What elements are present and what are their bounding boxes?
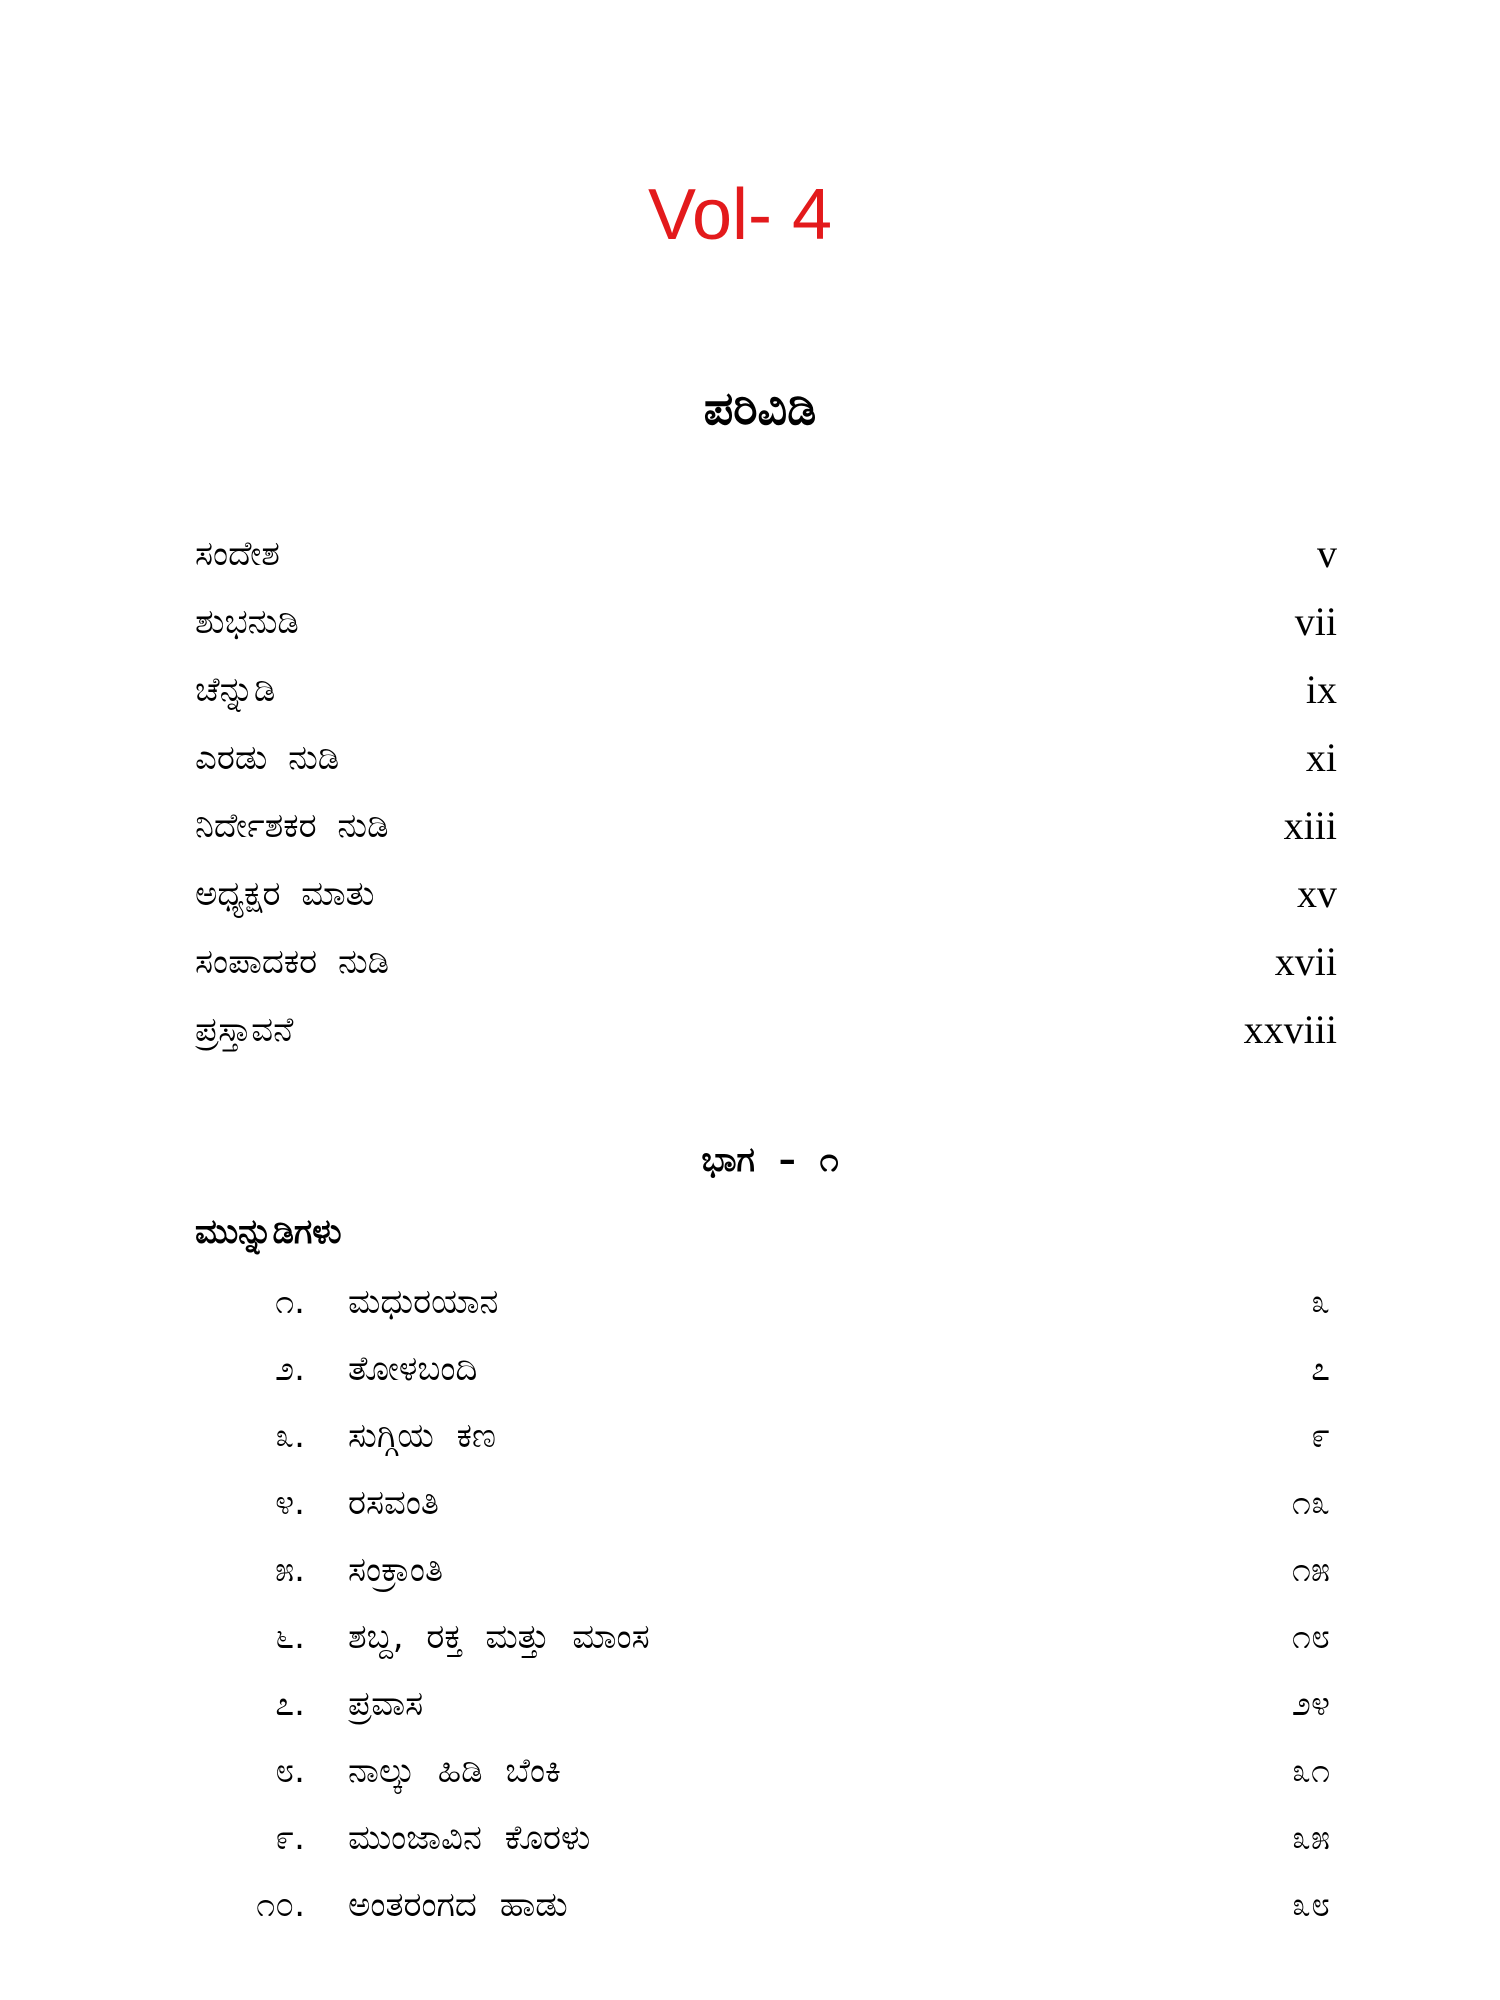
toc-entry[interactable] <box>195 928 1337 996</box>
chapter-page: ೭ <box>1310 1348 1330 1389</box>
chapter-entry[interactable] <box>195 1871 1330 1938</box>
chapter-page: ೯ <box>1310 1415 1330 1456</box>
toc-entry-page: xiii <box>1283 803 1337 848</box>
chapter-number: ೨. <box>275 1348 305 1389</box>
toc-entry[interactable] <box>195 588 1337 656</box>
toc-entry-title: ಸಂಪಾದಕರ ನುಡಿ <box>195 942 390 982</box>
chapter-title: ಅಂತರಂಗದ ಹಾಡು <box>348 1884 568 1925</box>
volume-label: Vol- 4 <box>647 175 833 255</box>
toc-entry[interactable] <box>195 656 1337 724</box>
chapter-page: ೩೫ <box>1291 1817 1330 1858</box>
toc-entry-page: xxviii <box>1243 1007 1337 1052</box>
toc-entry[interactable] <box>195 724 1337 792</box>
chapter-page: ೩ <box>1310 1281 1330 1322</box>
chapter-list <box>195 1268 1330 1938</box>
chapter-page: ೧೮ <box>1291 1616 1330 1657</box>
toc-entry-page: ix <box>1305 667 1337 712</box>
toc-entry-page: vii <box>1294 599 1337 644</box>
chapter-page: ೧೩ <box>1291 1482 1330 1523</box>
chapter-entry[interactable] <box>195 1737 1330 1804</box>
chapter-entry[interactable] <box>195 1402 1330 1469</box>
chapter-number: ೪. <box>275 1482 305 1523</box>
chapter-number: ೮. <box>275 1750 305 1791</box>
section-heading: ಮುನ್ನುಡಿಗಳು <box>195 1212 342 1252</box>
chapter-number: ೩. <box>275 1415 305 1456</box>
toc-entry-title: ನಿರ್ದೇಶಕರ ನುಡಿ <box>195 806 389 846</box>
toc-entry[interactable] <box>195 860 1337 928</box>
toc-entry-page: xi <box>1305 735 1337 780</box>
chapter-title: ಪ್ರವಾಸ <box>348 1683 424 1724</box>
toc-entry[interactable] <box>195 792 1337 860</box>
chapter-entry[interactable] <box>195 1268 1330 1335</box>
front-matter-list <box>195 520 1337 1064</box>
toc-entry-title: ಸಂದೇಶ <box>195 534 280 574</box>
chapter-entry[interactable] <box>195 1670 1330 1737</box>
chapter-entry[interactable] <box>195 1603 1330 1670</box>
chapter-entry[interactable] <box>195 1536 1330 1603</box>
chapter-number: ೫. <box>275 1549 305 1590</box>
chapter-page: ೩೮ <box>1291 1884 1330 1925</box>
chapter-entry[interactable] <box>195 1469 1330 1536</box>
chapter-page: ೨೪ <box>1291 1683 1330 1724</box>
toc-entry-page: xvii <box>1274 939 1337 984</box>
toc-entry[interactable] <box>195 520 1337 588</box>
chapter-title: ತೋಳಬಂದಿ <box>348 1348 478 1389</box>
toc-entry[interactable] <box>195 996 1337 1064</box>
chapter-number: ೧. <box>275 1281 305 1322</box>
toc-entry-title: ಅಧ್ಯಕ್ಷರ ಮಾತು <box>195 874 375 914</box>
chapter-number: ೯. <box>275 1817 305 1858</box>
chapter-title: ಶಬ್ದ, ರಕ್ತ ಮತ್ತು ಮಾಂಸ <box>348 1616 650 1657</box>
toc-entry-title: ಎರಡು ನುಡಿ <box>195 738 340 778</box>
chapter-number: ೬. <box>275 1616 305 1657</box>
page-title: ಪರಿವಿಡಿ <box>703 381 817 435</box>
toc-entry-page: v <box>1317 531 1337 576</box>
chapter-number: ೧೦. <box>256 1884 305 1925</box>
chapter-page: ೩೧ <box>1291 1750 1330 1791</box>
toc-entry-title: ಪ್ರಸ್ತಾವನೆ <box>195 1010 294 1050</box>
chapter-entry[interactable] <box>195 1335 1330 1402</box>
toc-entry-page: xv <box>1297 871 1337 916</box>
chapter-page: ೧೫ <box>1291 1549 1330 1590</box>
chapter-title: ಮುಂಜಾವಿನ ಕೊರಳು <box>348 1817 591 1858</box>
toc-entry-title: ಚೆನ್ನುಡಿ <box>195 670 276 710</box>
chapter-title: ರಸವಂತಿ <box>348 1482 439 1523</box>
chapter-entry[interactable] <box>195 1804 1330 1871</box>
chapter-title: ಮಧುರಯಾನ <box>348 1281 499 1322</box>
toc-entry-title: ಶುಭನುಡಿ <box>195 602 299 642</box>
chapter-title: ನಾಲ್ಕು ಹಿಡಿ ಬೆಂಕಿ <box>348 1750 561 1791</box>
chapter-title: ಸಂಕ್ರಾಂತಿ <box>348 1549 443 1590</box>
section-title: ಭಾಗ – ೧ <box>701 1140 839 1180</box>
chapter-title: ಸುಗ್ಗಿಯ ಕಣ <box>348 1415 497 1456</box>
chapter-number: ೭. <box>275 1683 305 1724</box>
